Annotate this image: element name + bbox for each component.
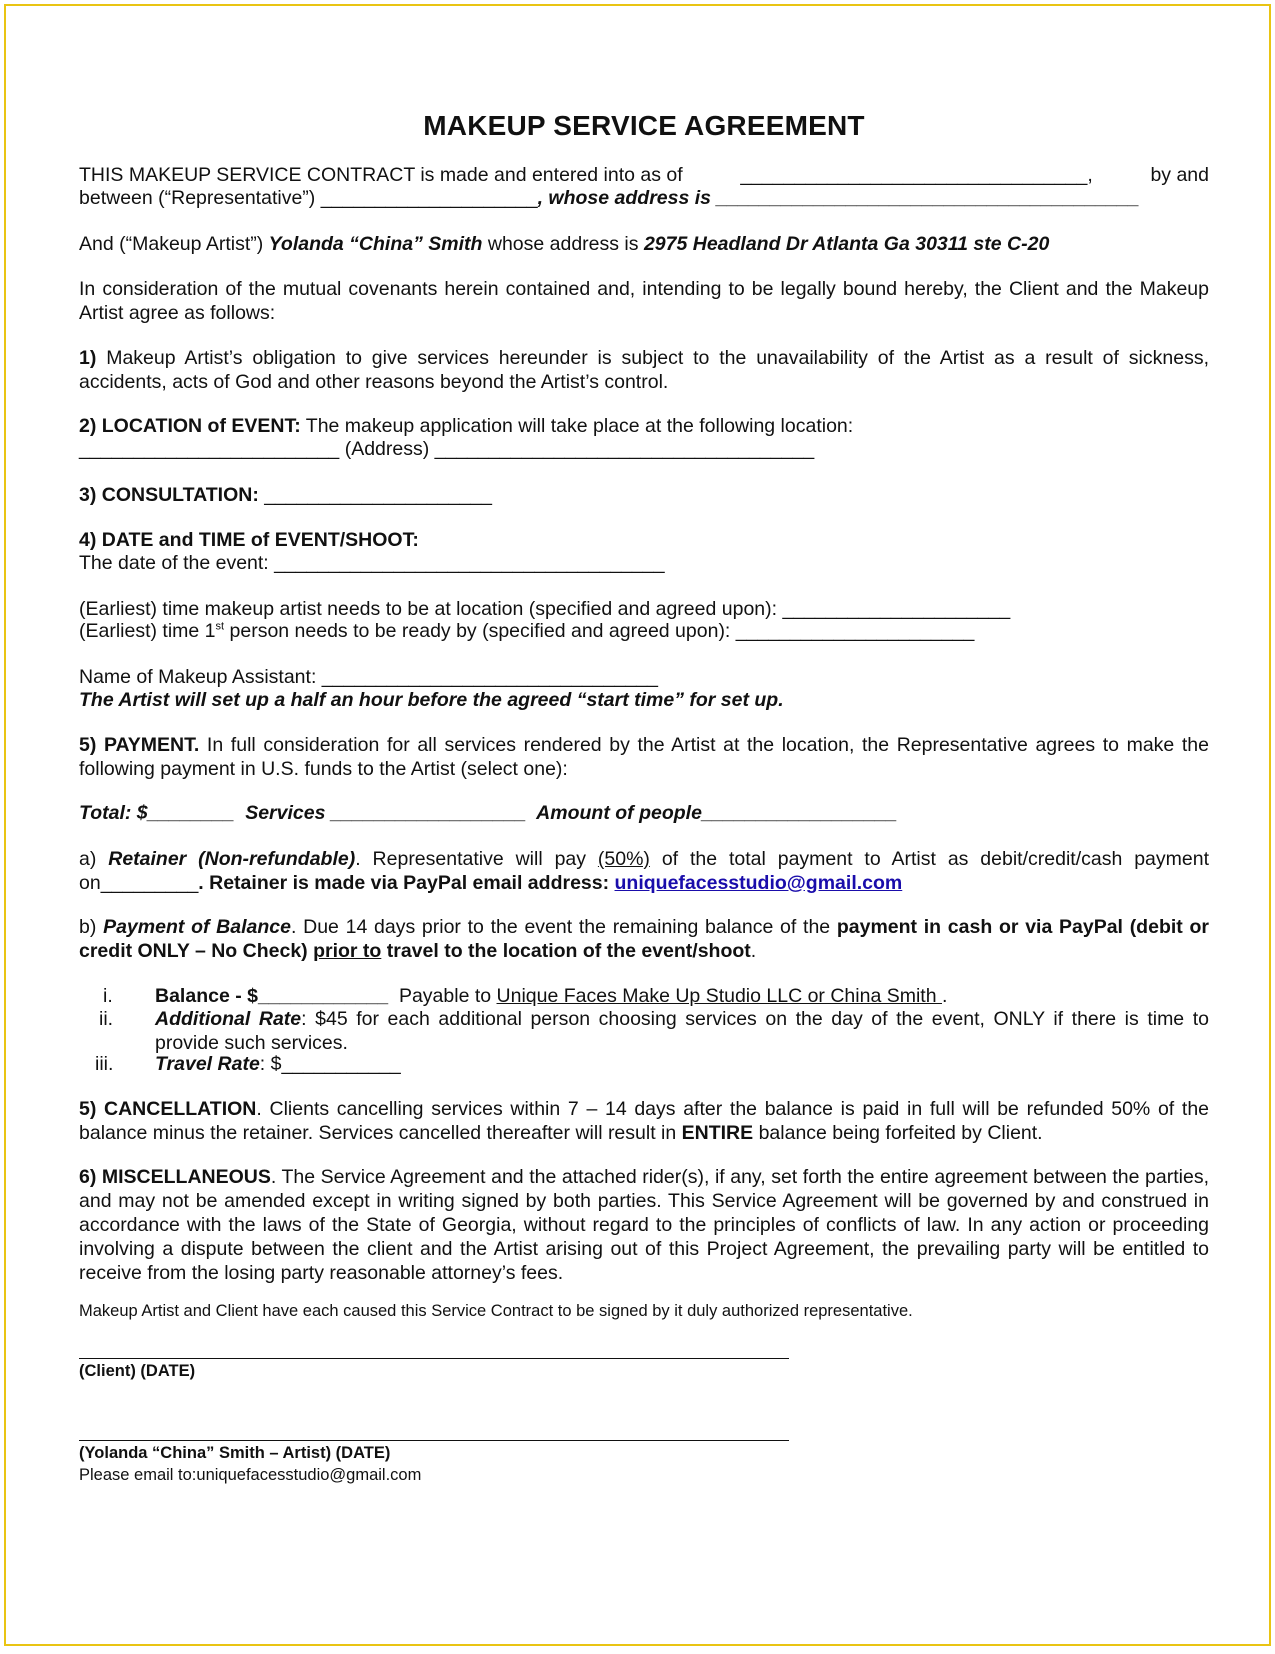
artist-prefix: And (“Makeup Artist”) bbox=[79, 233, 269, 255]
section-3 bbox=[79, 483, 1209, 507]
cancellation-text: . Clients cancelling services within 7 – 14 days after the balance is paid in full will be refunded 50% of the balance minus the retainer. Services cancelled thereafter will result in bbox=[79, 1098, 1210, 1144]
travel-rate-heading: Travel Rate bbox=[155, 1053, 260, 1075]
assistant-name-line: Name of Makeup Assistant: _______________________________ bbox=[79, 666, 658, 688]
document-title: MAKEUP SERVICE AGREEMENT bbox=[423, 110, 865, 141]
intro-representative: between (“Representative”) ____________________ bbox=[79, 187, 538, 209]
cancellation-heading: 5) CANCELLATION bbox=[79, 1098, 257, 1120]
balance-payee: Unique Faces Make Up Studio LLC or China Smith bbox=[496, 985, 942, 1007]
balance-item bbox=[155, 984, 1209, 1008]
section-2-address-line: ________________________ (Address) ___________________________________ bbox=[79, 438, 815, 460]
intro-whose-address: , whose address is _______________________________________ bbox=[537, 187, 1140, 209]
retainer-percent: (50%) bbox=[597, 848, 650, 870]
section-1-text: Makeup Artist’s obligation to give services hereunder is subject to the unavailability of the Artist as a result of sickness, accidents, acts of God and other reasons beyond the Artist’s control. bbox=[79, 347, 1209, 393]
intro-by-and: by and bbox=[1150, 164, 1209, 186]
cancellation-entire: ENTIRE bbox=[681, 1122, 754, 1144]
miscellaneous-heading: 6) MISCELLANEOUS bbox=[79, 1166, 271, 1188]
artist-mid: whose address is bbox=[482, 233, 644, 255]
list-marker-i: i. bbox=[103, 985, 113, 1007]
section-1 bbox=[79, 346, 1209, 394]
artist-signature-line[interactable] bbox=[79, 1440, 789, 1441]
intro-date-blank: ________________________________, bbox=[740, 164, 1093, 186]
earliest-ready-suffix: person needs to be ready by (specified and agreed upon): ______________________ bbox=[224, 620, 975, 642]
section-4-heading-text: 4) DATE and TIME of EVENT/SHOOT: bbox=[79, 529, 419, 551]
balance-prior-to: prior to bbox=[313, 940, 382, 962]
earliest-artist-time: (Earliest) time makeup artist needs to be at location (specified and agreed upon): _____________________ bbox=[79, 598, 1011, 620]
section-4-heading bbox=[79, 528, 1209, 552]
section-5-payment bbox=[79, 733, 1209, 781]
consideration-paragraph: In consideration of the mutual covenants herein contained and, intending to be legally bound hereby, the Client and the Makeup Artist agree as follows: bbox=[79, 278, 1209, 324]
balance-bold-1: payment in cash or via PayPal (debit or credit ONLY – No Check) bbox=[79, 916, 1209, 962]
section-2-heading: 2) LOCATION of EVENT: bbox=[79, 415, 301, 437]
travel-rate-item bbox=[155, 1052, 1209, 1076]
section-3-blank: _____________________ bbox=[258, 484, 492, 506]
retainer-text-2: of the total payment to Artist as debit/credit/cash payment on_________ bbox=[79, 848, 1209, 894]
section-2 bbox=[79, 414, 1209, 438]
ordinal-sup: st bbox=[215, 620, 225, 633]
artist-name: Yolanda “China” Smith bbox=[268, 233, 483, 255]
document-page bbox=[4, 4, 1271, 1646]
section-5-text: In full consideration for all services rendered by the Artist at the location, the Representative agrees to make the following payment in U.S. funds to the Artist (select one): bbox=[79, 734, 1209, 780]
signed-note: Makeup Artist and Client have each caused this Service Contract to be signed by it duly authorized representative. bbox=[79, 1302, 913, 1320]
client-signature-label bbox=[79, 1361, 1209, 1381]
retainer-heading: Retainer (Non-refundable) bbox=[108, 848, 356, 870]
balance-payable-text: Payable to bbox=[388, 985, 497, 1007]
section-2-text: The makeup application will take place at the following location: bbox=[300, 415, 854, 437]
payment-total-line: Total: $________ Services __________________ Amount of people__________________ bbox=[79, 802, 898, 824]
intro-text-1: THIS MAKEUP SERVICE CONTRACT is made and entered into as of bbox=[79, 164, 683, 186]
artist-signature-text: (Yolanda “China” Smith – Artist) (DATE) bbox=[79, 1444, 391, 1462]
balance-end: . bbox=[750, 940, 757, 962]
event-date-line: The date of the event: ____________________________________ bbox=[79, 552, 665, 574]
retainer-email-link[interactable]: uniquefacesstudio@gmail.com bbox=[614, 872, 903, 894]
retainer-text-1: . Representative will pay bbox=[355, 848, 598, 870]
intro-line-2 bbox=[79, 186, 1209, 210]
balance-item-end: . bbox=[941, 985, 948, 1007]
section-cancellation bbox=[79, 1097, 1209, 1145]
setup-note: The Artist will set up a half an hour before the agreed “start time” for set up. bbox=[79, 689, 784, 711]
additional-rate-item bbox=[155, 1007, 1209, 1055]
balance-paragraph bbox=[79, 915, 1209, 963]
earliest-ready-prefix: (Earliest) time 1 bbox=[79, 620, 216, 642]
balance-prefix: b) bbox=[79, 916, 104, 938]
artist-signature-label bbox=[79, 1443, 1209, 1463]
miscellaneous-text: . The Service Agreement and the attached rider(s), if any, set forth the entire agreement between the parties, and may not be amended except in writing signed by both parties. This Service Agreement will be governed by and construed in accordance with the laws of the State of Georgia, without regard to the principles of conflicts of law. In any action or proceeding involving a dispute between the client and the Artist arising out of this Project Agreement, the prevailing party will be entitled to receive from the losing party reasonable attorney’s fees. bbox=[79, 1166, 1209, 1284]
artist-line bbox=[79, 232, 1209, 256]
balance-heading: Payment of Balance bbox=[103, 916, 291, 938]
list-marker-ii: ii. bbox=[99, 1008, 114, 1030]
intro-line-1 bbox=[79, 163, 1209, 187]
earliest-ready-time bbox=[79, 619, 1209, 643]
section-3-heading: 3) CONSULTATION: bbox=[79, 484, 259, 506]
list-marker-iii: iii. bbox=[95, 1053, 114, 1075]
email-note: Please email to:uniquefacesstudio@gmail.com bbox=[79, 1466, 422, 1484]
section-1-number: 1) bbox=[79, 347, 97, 369]
travel-rate-text: : $___________ bbox=[259, 1053, 401, 1075]
balance-amount: Balance - $____________ bbox=[155, 985, 389, 1007]
client-signature-text: (Client) (DATE) bbox=[79, 1362, 196, 1380]
artist-address: 2975 Headland Dr Atlanta Ga 30311 ste C-20 bbox=[643, 233, 1050, 255]
retainer-prefix: a) bbox=[79, 848, 109, 870]
additional-rate-text: : $45 for each additional person choosing services on the day of the event, ONLY if there is time to provide such services. bbox=[155, 1008, 1209, 1054]
cancellation-text-2: balance being forfeited by Client. bbox=[753, 1122, 1043, 1144]
balance-text: . Due 14 days prior to the event the remaining balance of the bbox=[290, 916, 837, 938]
section-6-miscellaneous bbox=[79, 1165, 1209, 1285]
retainer-paragraph bbox=[79, 847, 1209, 895]
section-5-heading: 5) PAYMENT. bbox=[79, 734, 200, 756]
client-signature-line[interactable] bbox=[79, 1358, 789, 1359]
additional-rate-heading: Additional Rate bbox=[155, 1008, 302, 1030]
balance-bold-2: travel to the location of the event/shoot bbox=[381, 940, 751, 962]
retainer-paypal-text: . Retainer is made via PayPal email address: bbox=[198, 872, 615, 894]
